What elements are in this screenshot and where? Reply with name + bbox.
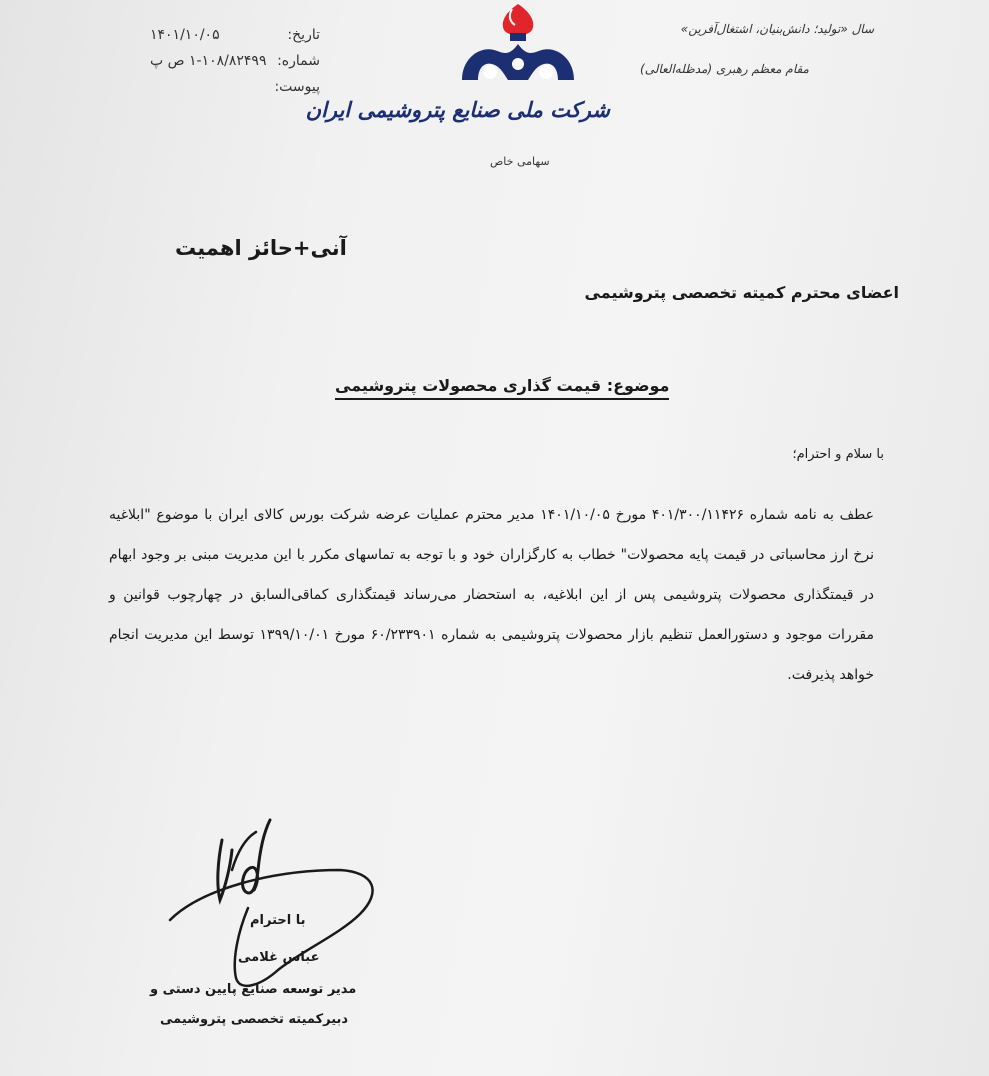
body-paragraph: عطف به نامه شماره ۴۰۱/۳۰۰/۱۱۴۲۶ مورخ ۱۴۰۱/۱۰/۰۵ مدیر محترم عملیات عرضه شرکت بورس کالای ایران با موضوع "ابلاغیه نرخ ارز محاسباتی در قیمت پایه محصولات" خطاب به کارگزاران خود و با توجه به تماسهای مکرر با این مدیریت مبنی بر وجود ابهام در قیمتگذاری محصولات پتروشیمی پس از این ابلاغیه، به استحضار می‌رساند قیمتگذاری کماقی‌السابق در چهارچوب قوانین و مقررات موجود و دستورالعمل تنظیم بازار محصولات پتروشیمی به شماره ۶۰/۲۳۳۹۰۱ مورخ ۱۳۹۹/۱۰/۰۱ توسط این مدیریت انجام خواهد پذیرفت. bbox=[109, 507, 875, 683]
letter-body bbox=[109, 495, 874, 695]
handwritten-signature-icon bbox=[160, 810, 390, 1000]
signer-title-line2: دبیرکمیته تخصصی پتروشیمی bbox=[160, 1012, 349, 1027]
signer-title-line1: مدیر توسعه صنایع پایین دستی و bbox=[150, 982, 357, 997]
number-label: شماره: bbox=[277, 53, 320, 69]
nipc-logo-icon bbox=[428, 0, 608, 180]
priority-label: آنی+حائز اهمیت bbox=[175, 236, 347, 260]
date-value: ۱۴۰۱/۱۰/۰۵ bbox=[150, 27, 220, 43]
attachment-label: پیوست: bbox=[274, 79, 320, 95]
motto-attribution: مقام معظم رهبری (مدظله‌العالی) bbox=[640, 62, 809, 76]
date-label: تاریخ: bbox=[287, 27, 320, 43]
attachment-row bbox=[150, 74, 320, 100]
addressee: اعضای محترم کمیته تخصصی پتروشیمی bbox=[584, 283, 899, 302]
subject-line: موضوع: قیمت گذاری محصولات پتروشیمی bbox=[335, 376, 669, 400]
closing-phrase: با احترام bbox=[250, 913, 306, 928]
letter-meta bbox=[150, 22, 320, 100]
date-row bbox=[150, 22, 320, 48]
number-value: ۱-۱۰۸/۸۲۴۹۹ ص پ bbox=[150, 53, 267, 69]
greeting: با سلام و احترام؛ bbox=[792, 447, 884, 462]
company-type: سهامی خاص bbox=[490, 155, 550, 168]
year-motto: سال «تولید؛ دانش‌بنیان، اشتغال‌آفرین» bbox=[680, 22, 874, 36]
number-row bbox=[150, 48, 320, 74]
signer-name: عباس غلامی bbox=[238, 950, 320, 965]
company-name: شرکت ملی صنایع پتروشیمی ایران bbox=[305, 98, 610, 122]
